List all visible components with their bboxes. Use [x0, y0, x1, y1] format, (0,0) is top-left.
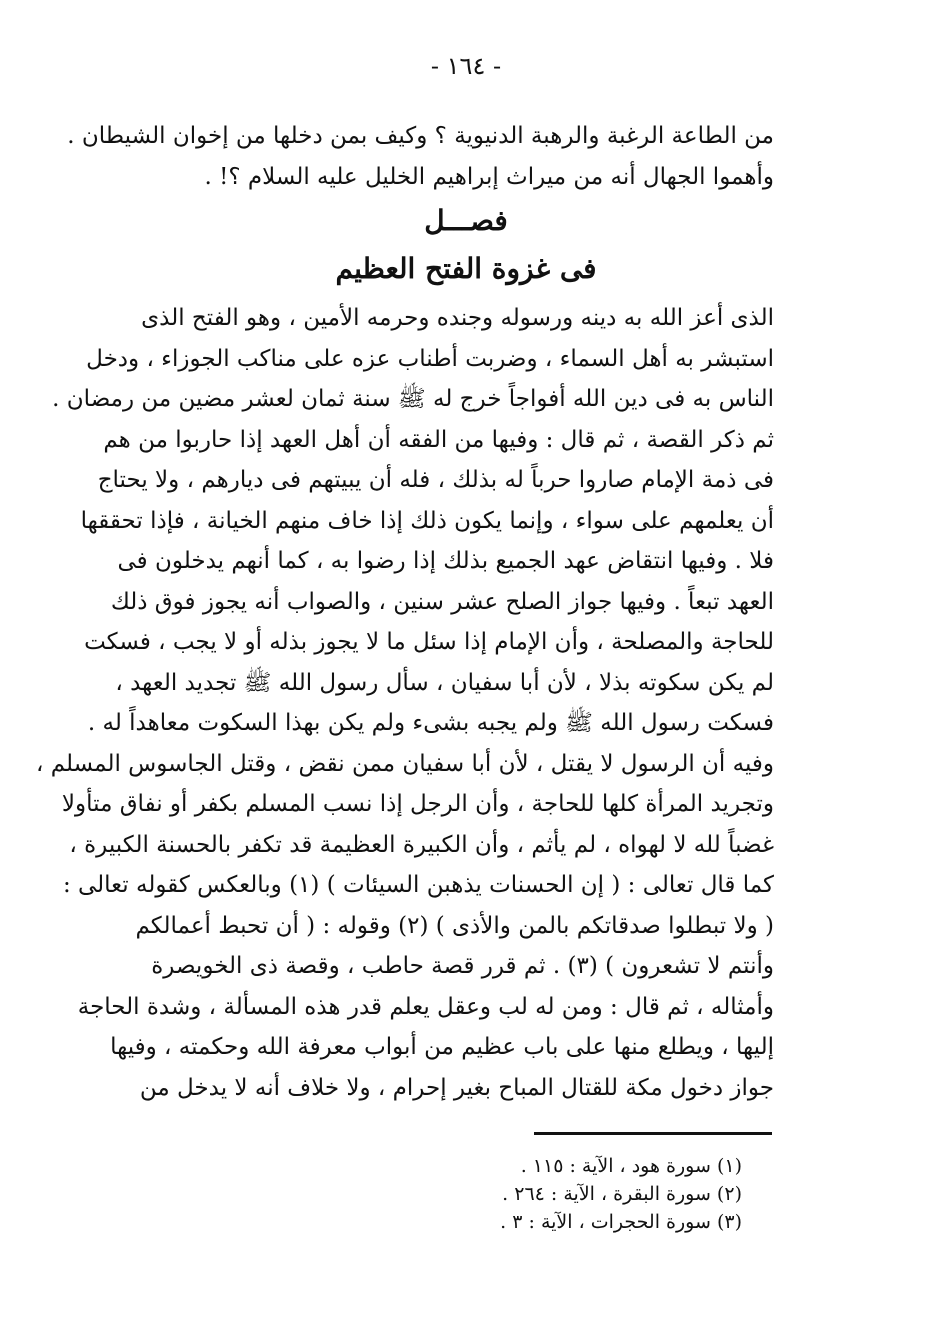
section-subheading: فى غزوة الفتح العظيم — [335, 252, 597, 285]
text-line: فى ذمة الإمام صاروا حرباً له بذلك ، فله أن يبيتهم فى ديارهم ، ولا يحتاج — [97, 467, 774, 493]
page-number: - ١٦٤ - — [430, 52, 502, 80]
text-line: جواز دخول مكة للقتال المباح بغير إحرام ، ولا خلاف أنه لا يدخل من — [139, 1074, 774, 1101]
text-line: إليها ، ويطلع منها على باب عظيم من أبواب معرفة الله وحكمته ، وفيها — [110, 1034, 774, 1060]
text-line: استبشر به أهل السماء ، وضربت أطناب عزه على مناكب الجوزاء ، ودخل — [86, 345, 774, 372]
text-line: كما قال تعالى : ( إن الحسنات يذهبن السيئات ) (١) وبالعكس كقوله تعالى : — [62, 872, 774, 898]
footnotes — [500, 1152, 742, 1236]
text-line: للحاجة والمصلحة ، وأن الإمام إذا سئل ما لا يجوز بذله أو لا يجب ، فسكت — [84, 629, 774, 655]
footnote: (٣) سورة الحجرات ، الآية : ٣ . — [500, 1211, 742, 1233]
text-line: وأمثاله ، ثم قال : ومن له لب وعقل يعلم قدر هذه المسألة ، وشدة الحاجة — [77, 993, 774, 1020]
text-line: أن يعلمهم على سواء ، وإنما يكون ذلك إذا خاف منهم الخيانة ، فإذا تحققها — [80, 507, 774, 534]
text-line: فسكت رسول الله ﷺ ولم يجبه بشىء ولم يكن بهذا السكوت معاهداً له . — [87, 710, 774, 736]
footnote-separator — [534, 1132, 772, 1135]
footnote: (٢) سورة البقرة ، الآية : ٢٦٤ . — [502, 1183, 742, 1205]
text-line: وتجريد المرأة كلها للحاجة ، وأن الرجل إذا نسب المسلم بكفر أو نفاق متأولا — [61, 791, 774, 817]
section-heading: فصـــل — [424, 204, 508, 237]
text-line: من الطاعة الرغبة والرهبة الدنيوية ؟ وكيف بمن دخلها من إخوان الشيطان . — [67, 123, 774, 149]
text-line: العهد تبعاً . وفيها جواز الصلح عشر سنين ، والصواب أنه يجوز فوق ذلك — [110, 588, 774, 615]
footnote: (١) سورة هود ، الآية : ١١٥ . — [520, 1155, 742, 1177]
text-line: ثم ذكر القصة ، ثم قال : وفيها من الفقه أن أهل العهد إذا حاربوا من هم — [103, 426, 774, 453]
text-line: فلا . وفيها انتقاض عهد الجميع بذلك إذا رضوا به ، كما أنهم يدخلون فى — [117, 548, 774, 574]
text-line: الناس به فى دين الله أفواجاً خرج له ﷺ سنة ثمان لعشر مضين من رمضان . — [52, 386, 774, 412]
text-line: غضباً لله لا لهواه ، لم يأثم ، وأن الكبيرة العظيمة قد تكفر بالحسنة الكبيرة ، — [69, 831, 774, 858]
intro-paragraph — [67, 116, 774, 197]
text-line: ( ولا تبطلوا صدقاتكم بالمن والأذى ) (٢) وقوله : ( أن تحبط أعمالكم — [135, 912, 774, 939]
text-line: وأهموا الجهال أنه من ميراث إبراهيم الخليل عليه السلام ؟! . — [204, 163, 774, 190]
text-line: لم يكن سكوته بذلا ، لأن أبا سفيان ، سأل رسول الله ﷺ تجديد العهد ، — [115, 669, 774, 696]
body-paragraph — [35, 298, 774, 1108]
text-line: وأنتم لا تشعرون ) (٣) . ثم قرر قصة حاطب ، وقصة ذى الخويصرة — [151, 953, 774, 979]
text-line: الذى أعز الله به دينه ورسوله وجنده وحرمه الأمين ، وهو الفتح الذى — [141, 305, 774, 331]
text-line: وفيه أن الرسول لا يقتل ، لأن أبا سفيان ممن نقض ، وقتل الجاسوس المسلم ، — [35, 750, 774, 777]
